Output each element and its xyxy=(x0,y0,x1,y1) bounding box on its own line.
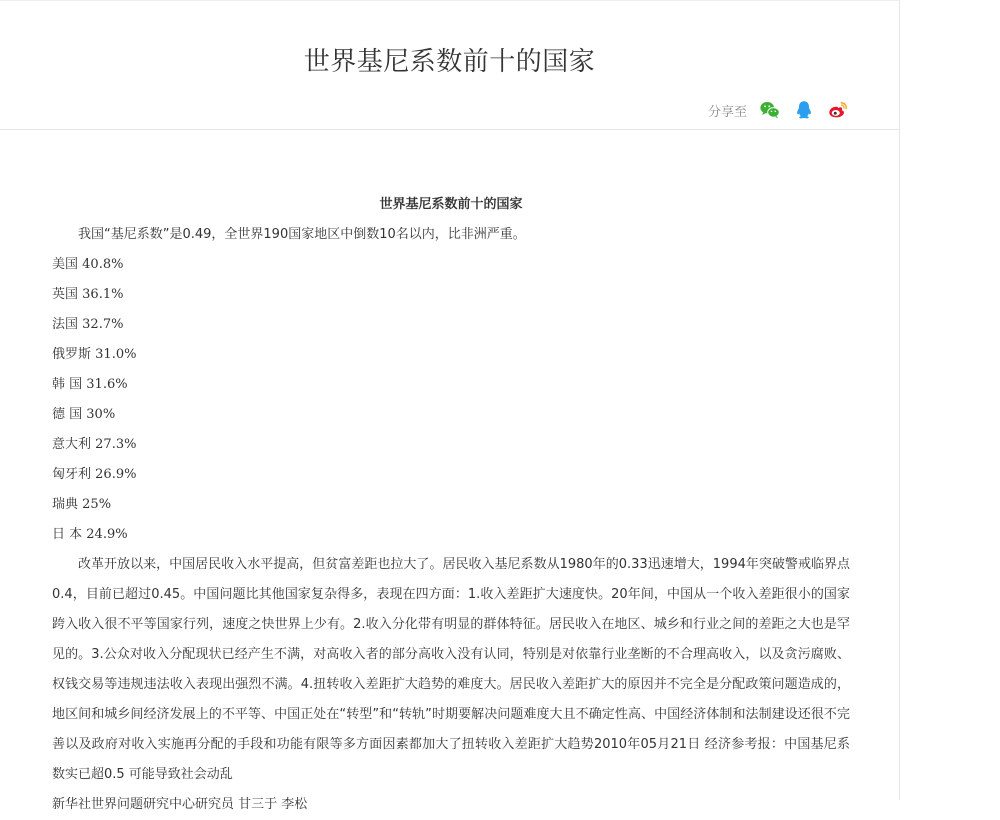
country-name: 日 本 xyxy=(52,527,83,542)
country-name: 韩 国 xyxy=(52,377,83,392)
article-intro: 我国“基尼系数”是0.49，全世界190国家地区中倒数10名以内，比非洲严重。 xyxy=(78,227,526,242)
list-item xyxy=(52,520,850,550)
weibo-icon[interactable] xyxy=(827,99,849,121)
article-body: 改革开放以来，中国居民收入水平提高，但贫富差距也拉大了。居民收入基尼系数从1980年的0.33迅速增大，1994年突破警戒临界点0.4，目前已超过0.45。中国问题比其他国家复杂得多，表现在四方面：1.收入差距扩大速度快。20年间，中国从一个收入差距很小的国家跨入收入很不平等国家行列，速度之快世界上少有。2.收入分化带有明显的群体特征。居民收入在地区、城乡和行业之间的差距之大也是罕见的。3.公众对收入分配现状已经产生不满，对高收入者的部分高收入没有认同，特别是对依靠行业垄断的不合理高收入，以及贪污腐败、权钱交易等违规违法收入表现出强烈不满。4.扭转收入差距扩大趋势的难度大。居民收入差距扩大的原因并不完全是分配政策问题造成的，地区间和城乡间经济发展上的不平等、中国正处在“转型”和“转轨”时期要解决问题难度大且不确定性高、中国经济体制和法制建设还很不完善以及政府对收入实施再分配的手段和功能有限等多方面因素都加大了扭转收入差距扩大趋势2010年05月21日 经济参考报：中国基尼系数实已超0.5 可能导致社会动乱 xyxy=(52,557,850,782)
country-name: 俄罗斯 xyxy=(52,347,92,362)
list-item xyxy=(52,310,850,340)
article-content xyxy=(52,190,850,810)
gini-value: 25% xyxy=(82,497,112,512)
gini-value: 31.6% xyxy=(86,377,128,392)
list-item xyxy=(52,250,850,280)
list-item xyxy=(52,340,850,370)
list-item xyxy=(52,400,850,430)
gini-value: 27.3% xyxy=(95,437,137,452)
country-name: 美国 xyxy=(52,257,79,272)
article-cut-line: 新华社世界问题研究中心研究员 甘三于 李松 xyxy=(52,797,308,812)
gini-value: 31.0% xyxy=(95,347,137,362)
gini-value: 24.9% xyxy=(86,527,128,542)
share-bar xyxy=(708,98,849,122)
gini-value: 26.9% xyxy=(95,467,137,482)
gini-value: 36.1% xyxy=(82,287,124,302)
share-label: 分享至 xyxy=(707,104,747,120)
article-heading: 世界基尼系数前十的国家 xyxy=(379,197,523,212)
list-item xyxy=(52,460,850,490)
country-name: 德 国 xyxy=(52,407,83,422)
list-item xyxy=(52,490,850,520)
country-name: 法国 xyxy=(52,317,79,332)
gini-value: 30% xyxy=(86,407,116,422)
qq-icon[interactable] xyxy=(793,99,815,121)
wechat-icon[interactable] xyxy=(759,99,781,121)
gini-value: 40.8% xyxy=(82,257,124,272)
country-name: 匈牙利 xyxy=(52,467,92,482)
country-name: 瑞典 xyxy=(52,497,79,512)
country-name: 意大利 xyxy=(52,437,92,452)
article-header xyxy=(0,1,899,130)
country-name: 英国 xyxy=(52,287,79,302)
list-item xyxy=(52,280,850,310)
gini-value: 32.7% xyxy=(82,317,124,332)
list-item xyxy=(52,430,850,460)
list-item xyxy=(52,370,850,400)
page-title: 世界基尼系数前十的国家 xyxy=(303,47,596,77)
